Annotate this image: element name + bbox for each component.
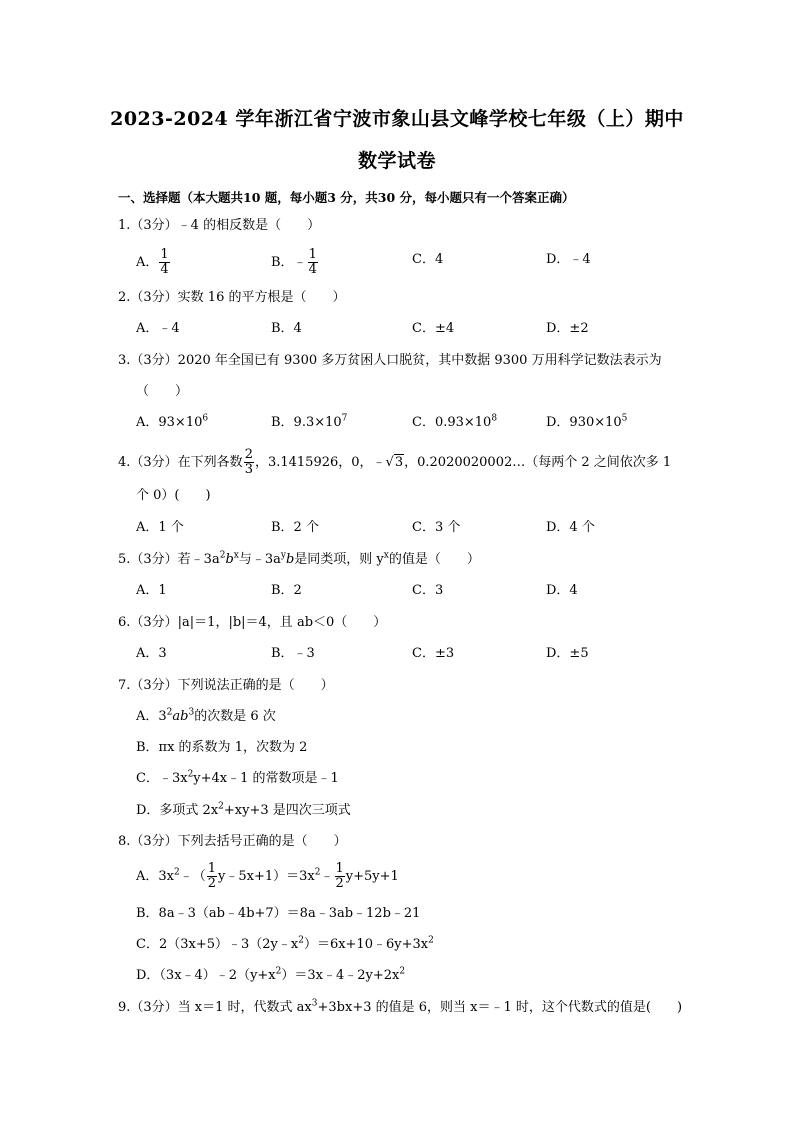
question-4-option-b: B．2 个: [271, 520, 319, 535]
question-7-option-d: D．多项式 $2x^2+xy+3$ 是四次三项式: [136, 801, 351, 818]
question-7-option-a: A．$3^2ab^3$的次数是 6 次: [136, 707, 276, 724]
question-4-option-c: C．3 个: [412, 520, 461, 535]
question-6-stem: 6.（3分）|a|＝1，|b|＝4，且 ab＜0（ ）: [118, 615, 387, 630]
question-5-option-c: C．3: [412, 583, 444, 598]
question-1-option-c: C．4: [412, 252, 444, 267]
question-2-option-d: D．±2: [546, 321, 589, 336]
question-8-option-b: B．8a﹣3（ab﹣4b+7）＝8a﹣3ab﹣12b﹣21: [136, 906, 421, 921]
question-1-option-d: D．﹣4: [546, 252, 591, 267]
question-3-stem-cont: （ ）: [136, 384, 189, 399]
question-2-option-b: B．4: [271, 321, 302, 336]
question-6-option-b: B．﹣3: [271, 646, 315, 661]
question-5-stem: 5.（3分）若$﹣3a^2b^x$与$﹣3a^yb$是同类项，则 $y^x$的值是（ ）: [118, 550, 480, 567]
question-5-option-d: D．4: [546, 583, 578, 598]
question-3-option-c: C．$0.93\times 10^8$: [412, 413, 498, 430]
question-8-option-c: C．$2(3x+5)﹣3(2y﹣x^2)=6x+10﹣6y+3x^2$: [136, 935, 434, 952]
question-6-option-a: A．3: [136, 646, 167, 661]
question-1-stem: 1.（3分）﹣4 的相反数是（ ）: [118, 218, 321, 233]
section-heading: 一、选择题（本大题共10 题，每小题3 分，共30 分，每小题只有一个答案正确）: [118, 190, 575, 205]
question-7-stem: 7.（3分）下列说法正确的是（ ）: [118, 678, 334, 693]
question-4-stem-cont: 个 0）( ): [136, 488, 211, 503]
question-4-stem: 4.（3分）在下列各数 $\frac{2}{3}$ ，3.1415926，0，﹣√3，0.2020020002…（每两个 2 之间依次多 1: [118, 447, 672, 477]
question-2-option-c: C．±4: [412, 321, 455, 336]
question-8-option-a: A．$3x^2﹣$（ $\frac{1}{2}$ $y﹣5x+1)=3x^2﹣$ $\frac{1}{2}$ y+5y+1: [136, 861, 399, 891]
question-8-option-d: D．$(3x﹣4)﹣2(y+x^2)=3x﹣4﹣2y+2x^2$: [136, 966, 406, 983]
exam-title-line2: 数学试卷: [357, 150, 436, 172]
question-3-option-d: D．$930\times 10^5$: [546, 413, 628, 430]
question-4-option-d: D．4 个: [546, 520, 595, 535]
question-1-option-b: B．﹣ $\frac{1}{4}$: [271, 247, 317, 277]
question-1-option-a: A． $\frac{1}{4}$: [136, 247, 169, 277]
question-6-option-c: C．±3: [412, 646, 455, 661]
question-2-option-a: A．﹣4: [136, 321, 180, 336]
question-5-option-b: B．2: [271, 583, 302, 598]
exam-title-line1: 2023-2024 学年浙江省宁波市象山县文峰学校七年级（上）期中: [110, 108, 684, 130]
question-2-stem: 2.（3分）实数 16 的平方根是（ ）: [118, 290, 346, 305]
question-7-option-b: B．πx 的系数为 1，次数为 2: [136, 740, 308, 755]
question-3-option-b: B．$9.3\times 10^7$: [271, 413, 348, 430]
question-3-stem: 3.（3分）2020 年全国已有 9300 多万贫困人口脱贫，其中数据 9300 万用科学记数法表示为: [118, 353, 662, 368]
question-9-stem: 9.（3分）当 x＝1 时，代数式 $ax^3+3bx+3$ 的值是 6，则当 x＝﹣1 时，这个代数式的值是( ): [118, 998, 683, 1015]
question-4-option-a: A．1 个: [136, 520, 184, 535]
question-6-option-d: D．±5: [546, 646, 589, 661]
question-3-option-a: A．$93\times 10^6$: [136, 413, 209, 430]
question-8-stem: 8.（3分）下列去括号正确的是（ ）: [118, 834, 347, 849]
question-7-option-c: C．$﹣3x^2y+4x﹣1$ 的常数项是﹣1: [136, 769, 339, 786]
question-5-option-a: A．1: [136, 583, 167, 598]
